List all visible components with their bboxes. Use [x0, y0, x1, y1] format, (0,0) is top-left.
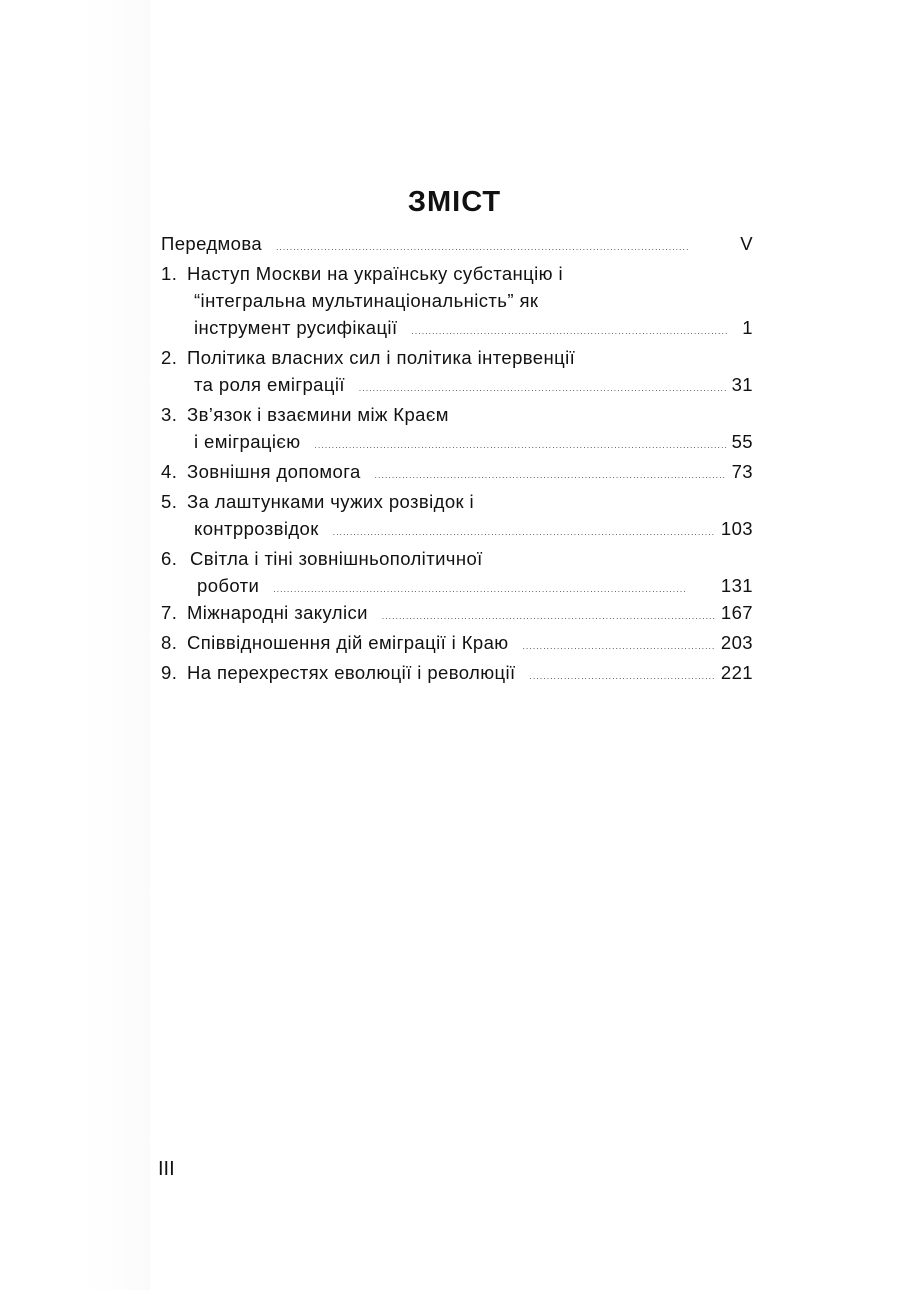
toc-line [161, 287, 753, 314]
toc-entry-preface[interactable] [161, 230, 753, 257]
toc-line [161, 629, 753, 656]
toc-entry-5[interactable] [161, 488, 753, 542]
toc-entry-9[interactable] [161, 659, 753, 686]
toc-line [161, 230, 753, 257]
toc-page-number: 1 [742, 317, 753, 338]
toc-line [161, 428, 753, 455]
toc-entry-number: 6. [161, 548, 178, 569]
toc-entry-title: “інтегральна мультинаціональність” як [194, 290, 539, 311]
toc-page-number: 31 [731, 374, 753, 395]
toc-entry-title: Зовнішня допомога [187, 461, 361, 482]
toc-page-number: V [740, 233, 753, 254]
toc-entry-number: 3. [161, 404, 178, 425]
dot-leader [276, 230, 727, 261]
toc-entry-number: 7. [161, 602, 178, 623]
dot-leader [530, 659, 715, 690]
toc-entry-1[interactable] [161, 260, 753, 341]
toc-line [161, 344, 753, 371]
toc-entry-6[interactable] [161, 545, 753, 599]
toc-page-number: 103 [720, 518, 753, 539]
folio-page-number: III [158, 1158, 175, 1180]
toc-entry-title: Зв’язок і взаємини між Краєм [187, 404, 449, 425]
toc-line [161, 599, 753, 626]
toc-page-number: 167 [720, 602, 753, 623]
toc-line [161, 488, 753, 515]
toc-page-number: 55 [731, 431, 753, 452]
toc-entry-3[interactable] [161, 401, 753, 455]
toc-entry-title: На перехрестях еволюції і революції [187, 662, 516, 683]
toc-entry-title: роботи [197, 575, 260, 596]
toc-page-number: 73 [731, 461, 753, 482]
toc-line [161, 545, 753, 572]
toc-entry-number: 4. [161, 461, 178, 482]
toc-line [161, 260, 753, 287]
toc-entry-title: Передмова [161, 233, 263, 254]
toc-entry-number: 2. [161, 347, 178, 368]
toc-entry-8[interactable] [161, 629, 753, 656]
toc-entry-title: Співвідношення дій еміграції і Краю [187, 632, 509, 653]
toc-page-number: 203 [720, 632, 753, 653]
toc-line [161, 572, 753, 599]
toc-entry-number: 1. [161, 263, 178, 284]
toc-entry-title: Політика власних сил і політика інтервенції [187, 347, 576, 368]
dot-leader [315, 428, 726, 459]
toc-line [161, 515, 753, 542]
toc-entry-title: Наступ Москви на українську субстанцію і [187, 263, 563, 284]
toc-line [161, 371, 753, 398]
page-title: ЗМІСТ [407, 186, 502, 218]
dot-leader [411, 314, 727, 345]
toc-entry-number: 9. [161, 662, 178, 683]
toc-page-number: 221 [720, 662, 753, 683]
toc-entry-title: Світла і тіні зовнішньополітичної [190, 548, 483, 569]
toc-entry-number: 8. [161, 632, 178, 653]
dot-leader [375, 458, 726, 489]
toc-entry-number: 5. [161, 491, 178, 512]
toc-entry-4[interactable] [161, 458, 753, 485]
toc-page-number: 131 [720, 575, 753, 596]
toc-entry-title: інструмент русифікації [194, 317, 398, 338]
toc-entry-title: та роля еміграції [194, 374, 345, 395]
dot-leader [523, 629, 715, 660]
toc-entry-title: Міжнародні закуліси [187, 602, 368, 623]
toc-entry-title: За лаштунками чужих розвідок і [187, 491, 475, 512]
dot-leader [382, 599, 715, 630]
toc-entry-title: контррозвідок [194, 518, 319, 539]
toc-entry-7[interactable] [161, 599, 753, 626]
toc-line [161, 659, 753, 686]
toc-line [161, 401, 753, 428]
toc-line [161, 458, 753, 485]
dot-leader [359, 371, 726, 402]
toc-line [161, 314, 753, 341]
dot-leader [333, 515, 715, 546]
table-of-contents [161, 230, 753, 686]
toc-entry-2[interactable] [161, 344, 753, 398]
toc-entry-title: і еміграцією [194, 431, 301, 452]
